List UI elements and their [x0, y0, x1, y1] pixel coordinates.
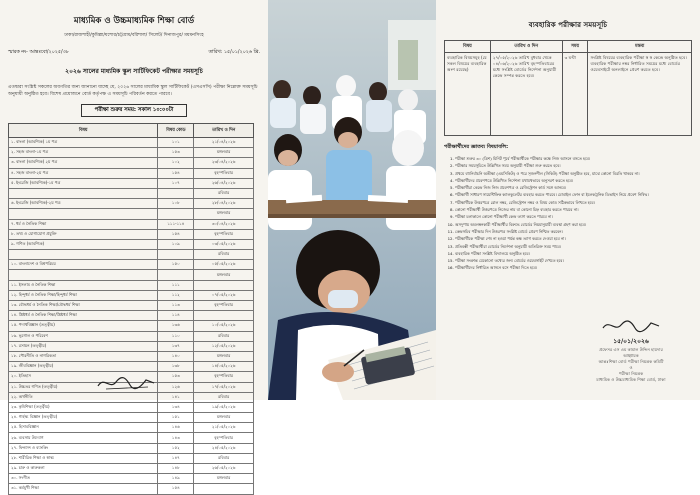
- date-cell: ২৮/০৪/২০২৬: [194, 199, 254, 209]
- list-item: 1. পরীক্ষা শুরুর ৩০ (ত্রিশ) মিনিট পূর্বে পরীক্ষার্থীকে পরীক্ষার কক্ষে নিজ আসনে বসতে হবে।: [455, 155, 692, 162]
- table-row: [9, 270, 254, 280]
- subject-cell: ১৯. জীববিজ্ঞান (তত্ত্বীয়): [9, 362, 158, 372]
- date-cell: বৃহস্পতিবার: [194, 372, 254, 382]
- code-cell: ১০১: [158, 138, 194, 148]
- code-cell: ১৫৩: [158, 148, 194, 158]
- exam-schedule-document: [0, 0, 268, 491]
- code-cell: ১৪৩: [158, 433, 194, 443]
- table-row: [9, 250, 254, 260]
- date-cell: ২১/০৫/২০২৬: [194, 423, 254, 433]
- notice-intro: এতদ্বারা সংশ্লিষ্ট সকলের অবগতির জন্য জানানো যাচ্ছে যে, ২০২৬ সালের মাধ্যমিক স্কুল সার্টিফিকেট (এসএসসি) পরীক্ষা নিম্নোক্ত সময়সূচি অনুযায়ী অনুষ্ঠিত হবে। বিশেষ প্রয়োজনে বোর্ড কর্তৃপক্ষ এ সময়সূচি পরিবর্তন করতে পারবে।: [8, 85, 258, 97]
- subject-cell: [9, 209, 158, 219]
- subject-cell: ২৩. কৃষিশিক্ষা (তত্ত্বীয়): [9, 402, 158, 412]
- code-cell: ১৪৭: [158, 453, 194, 463]
- subject-cell: ২২. অর্থনীতি: [9, 392, 158, 402]
- date-cell: বৃহস্পতিবার: [194, 168, 254, 178]
- date-cell: রবিবার: [194, 392, 254, 402]
- code-cell: ১০৮: [158, 199, 194, 209]
- table-row: [9, 331, 254, 341]
- code-cell: ১৩৬: [158, 321, 194, 331]
- list-item: 3. প্রথমে বহুনির্বাচনি অভীক্ষা (এমসিকিউ) ও পরে সৃজনশীল (সিকিউ) পরীক্ষা অনুষ্ঠিত হবে, মাঝে কোনো বিরতি থাকবে না।: [455, 170, 692, 177]
- practical-header-row: বিষয় তারিখ ও দিন সময় মন্তব্য: [445, 41, 692, 53]
- signature-line: আন্তঃশিক্ষা বোর্ড পরীক্ষা নিয়ন্ত্রক কমিটি: [598, 359, 664, 364]
- list-item: 9. পরীক্ষা চলাকালে কোনো পরীক্ষার্থী কেন্দ্র ত্যাগ করতে পারবে না।: [455, 213, 692, 220]
- date-cell: ১২/০৫/২০২৬: [194, 341, 254, 351]
- subject-cell: ৭. ধর্ম ও নৈতিক শিক্ষা: [9, 219, 158, 229]
- code-cell: ১৪৮: [158, 464, 194, 474]
- list-item: 2. পরীক্ষার সময়সূচিতে উল্লিখিত সময় অনুযায়ী পরীক্ষা শুরু করতে হবে।: [455, 162, 692, 169]
- table-row: [9, 290, 254, 300]
- date-cell: বৃহস্পতিবার: [194, 433, 254, 443]
- table-row: [9, 443, 254, 453]
- memo-line: [8, 49, 260, 57]
- exam-start-time: পরীক্ষা শুরুর সময়: সকাল ১০:০০টা: [81, 104, 187, 117]
- code-cell: ১২৬: [158, 382, 194, 392]
- signature-block: [586, 318, 676, 383]
- table-row: [9, 423, 254, 433]
- table-row: [9, 138, 254, 148]
- code-cell: [158, 188, 194, 198]
- list-item: 10. অসদুপায় অবলম্বনকারী পরীক্ষার্থীর বিরুদ্ধে বোর্ডের নিয়মানুযায়ী ব্যবস্থা গ্রহণ করা হবে।: [455, 221, 692, 228]
- code-cell: ১৫২: [158, 443, 194, 453]
- code-cell: ১১১: [158, 280, 194, 290]
- table-row: [9, 219, 254, 229]
- subject-cell: ২. সহজ বাংলা-১ম পত্র: [9, 148, 158, 158]
- date-cell: ০৫/০৫/২০২৬: [194, 260, 254, 270]
- date-cell: ০৭/০৫/২০২৬: [194, 290, 254, 300]
- subject-cell: ১৩. বৌদ্ধধর্ম ও নৈতিক শিক্ষা/বৌদ্ধধর্ম শিক্ষা: [9, 301, 158, 311]
- table-row: [9, 280, 254, 290]
- table-row: [9, 341, 254, 351]
- date-cell: মঙ্গলবার: [194, 270, 254, 280]
- table-row: [9, 301, 254, 311]
- subject-cell: ৩০. সংগীত: [9, 474, 158, 484]
- code-cell: ১১২: [158, 290, 194, 300]
- subject-cell: ২৫. হিসাববিজ্ঞান: [9, 423, 158, 433]
- practical-time: ৩ ঘণ্টা: [562, 53, 588, 136]
- code-cell: ১৫১: [158, 413, 194, 423]
- memo-number: স্মারক নং- আন্তঃবো/২০২৫/৩৮: [8, 50, 69, 55]
- signature: [601, 318, 661, 334]
- date-cell: মঙ্গলবার: [194, 148, 254, 158]
- list-item: 13. প্রতিবন্ধী পরীক্ষার্থীরা বোর্ডের নির্দেশনা অনুযায়ী অতিরিক্ত সময় পাবে।: [455, 243, 692, 250]
- table-row: [9, 168, 254, 178]
- date-cell: ৩০/০৪/২০২৬: [194, 219, 254, 229]
- date-cell: ২৪/০৫/২০২৬: [194, 443, 254, 453]
- date-cell: ১০/০৫/২০২৬: [194, 321, 254, 331]
- code-cell: [158, 209, 194, 219]
- list-item: 8. কোনো পরীক্ষার্থী উত্তরপত্রে নিজের নাম বা কোনো চিহ্ন ব্যবহার করতে পারবে না।: [455, 206, 692, 213]
- table-row: [9, 178, 254, 188]
- code-cell: ১৪১: [158, 392, 194, 402]
- subject-cell: ১৮. পৌরনীতি ও নাগরিকতা: [9, 351, 158, 361]
- subject-cell: ১১. ইসলাম ও নৈতিক শিক্ষা: [9, 280, 158, 290]
- practical-remark: সংশ্লিষ্ট বিষয়ের ব্যবহারিক পরীক্ষা স্ব স্ব কেন্দ্রে অনুষ্ঠিত হবে। ব্যবহারিক পরীক্ষার নম্বর নির্ধারিত সময়ের মধ্যে বোর্ডের ওয়েবসাইটে অনলাইনে প্রেরণ করতে হবে।: [588, 53, 692, 136]
- table-row: [9, 229, 254, 239]
- table-row: [9, 158, 254, 168]
- subject-cell: [9, 270, 158, 280]
- list-item: 7. পরীক্ষার্থীকে উত্তরপত্রে রোল নম্বর, রেজিস্ট্রেশন নম্বর ও বিষয় কোড সঠিকভাবে লিখতে হবে।: [455, 199, 692, 206]
- subject-cell: ৫. ইংরেজি (আবশ্যিক)-১ম পত্র: [9, 178, 158, 188]
- code-cell: ১৪০: [158, 351, 194, 361]
- signature-line: আহ্বায়ক: [623, 353, 639, 358]
- signature-line: ও: [629, 365, 633, 370]
- signature-line: মাধ্যমিক ও উচ্চমাধ্যমিক শিক্ষা বোর্ড, ঢাকা: [596, 377, 666, 382]
- table-row: [9, 474, 254, 484]
- date-cell: রবিবার: [194, 453, 254, 463]
- instruction-list: [444, 155, 692, 272]
- practical-table: [444, 40, 692, 136]
- list-item: 15. পরীক্ষা সংক্রান্ত যেকোনো তথ্যের জন্য বোর্ডের ওয়েবসাইট দেখতে হবে।: [455, 257, 692, 264]
- code-cell: ১১১-১১৪: [158, 219, 194, 229]
- table-row: [9, 484, 254, 494]
- date-cell: ১৪/০৫/২০২৬: [194, 362, 254, 372]
- list-item: 11. কেন্দ্রসচিব পরীক্ষার দিন উত্তরপত্র সংশ্লিষ্ট বোর্ডে প্রেরণ নিশ্চিত করবেন।: [455, 228, 692, 235]
- date-cell: ২৬/০৪/২০২৬: [194, 178, 254, 188]
- table-header-row: [9, 124, 254, 138]
- list-item: 16. পরীক্ষার্থীদের নির্ধারিত আসনে বসে পরীক্ষা দিতে হবে।: [455, 264, 692, 271]
- code-cell: ১১৩: [158, 301, 194, 311]
- signature: [96, 374, 156, 392]
- table-row: [9, 239, 254, 249]
- date-cell: [194, 311, 254, 321]
- table-row: [445, 53, 692, 136]
- subject-cell: ১৭. রসায়ন (তত্ত্বীয়): [9, 341, 158, 351]
- date-cell: ১৯/০৫/২০২৬: [194, 402, 254, 412]
- table-row: [9, 321, 254, 331]
- table-row: [9, 199, 254, 209]
- subject-cell: ২৭. ফিন্যান্স ও ব্যাংকিং: [9, 443, 158, 453]
- subject-cell: ১. বাংলা (আবশ্যিক) ১ম পত্র: [9, 138, 158, 148]
- header-code: বিষয় কোড: [158, 124, 194, 138]
- subject-cell: ১২. হিন্দুধর্ম ও নৈতিক শিক্ষা/হিন্দুধর্ম শিক্ষা: [9, 290, 158, 300]
- code-cell: ১৩৪: [158, 402, 194, 412]
- subject-cell: ১৬. ভূগোল ও পরিবেশ: [9, 331, 158, 341]
- board-title: মাধ্যমিক ও উচ্চমাধ্যমিক শিক্ষা বোর্ড: [73, 16, 195, 26]
- date-cell: মঙ্গলবার: [194, 413, 254, 423]
- code-cell: ১৩৮: [158, 362, 194, 372]
- table-row: [9, 362, 254, 372]
- table-row: [9, 188, 254, 198]
- list-item: 14. ব্যবহারিক পরীক্ষা সংশ্লিষ্ট বিদ্যালয়ে অনুষ্ঠিত হবে।: [455, 250, 692, 257]
- subject-cell: ১৪. খ্রিষ্টধর্ম ও নৈতিক শিক্ষা/খ্রিষ্টধর্ম শিক্ষা: [9, 311, 158, 321]
- code-cell: ১০২: [158, 158, 194, 168]
- code-cell: ১১০: [158, 331, 194, 341]
- table-row: [9, 402, 254, 412]
- date-cell: [194, 484, 254, 494]
- header-subject: বিষয়: [9, 124, 158, 138]
- signature-date: ১৫/০১/২০২৬: [613, 338, 649, 345]
- table-row: [9, 413, 254, 423]
- subject-cell: ৯. গণিত (আবশ্যিক): [9, 239, 158, 249]
- subject-cell: ৩. বাংলা (আবশ্যিক) ২য় পত্র: [9, 158, 158, 168]
- table-row: [9, 433, 254, 443]
- date-cell: মঙ্গলবার: [194, 474, 254, 484]
- subject-cell: ৬. ইংরেজি (আবশ্যিক)-২য় পত্র: [9, 199, 158, 209]
- practical-date: ২৭/০৫/২০২৬ তারিখ বুধবার থেকে ০৪/০৬/২০২৬ তারিখ বৃহস্পতিবারের মধ্যে সংশ্লিষ্ট বোর্ডের নির্দেশনা অনুযায়ী কেন্দ্রে সম্পন্ন করতে হবে।: [490, 53, 562, 136]
- date-cell: রবিবার: [194, 188, 254, 198]
- subject-cell: ১০. বাংলাদেশ ও বিশ্বপরিচয়: [9, 260, 158, 270]
- date-cell: ২৩/০৪/২০২৬: [194, 158, 254, 168]
- date-cell: ২৬/০৫/২০২৬: [194, 464, 254, 474]
- date-cell: [194, 280, 254, 290]
- date-cell: ১৭/০৫/২০২৬: [194, 382, 254, 392]
- notice-subject: ২০২৬ সালের মাধ্যমিক স্কুল সার্টিফিকেট পরীক্ষার সময়সূচি: [65, 68, 203, 75]
- table-row: [9, 209, 254, 219]
- subject-cell: ২১. উচ্চতর গণিত (তত্ত্বীয়): [9, 382, 158, 392]
- code-cell: ১১৪: [158, 311, 194, 321]
- table-row: [9, 260, 254, 270]
- table-row: [9, 351, 254, 361]
- students-writing-exam-image: [268, 0, 436, 400]
- code-cell: ১৩৭: [158, 341, 194, 351]
- code-cell: [158, 270, 194, 280]
- subject-cell: ৮. তথ্য ও যোগাযোগ প্রযুক্তি: [9, 229, 158, 239]
- date-cell: বৃহস্পতিবার: [194, 301, 254, 311]
- list-item: 6. পরীক্ষার্থী সাধারণ সায়েন্টিফিক ক্যালকুলেটর ব্যবহার করতে পারবে। মোবাইল ফোন বা ইলেকট্রনিক ডিভাইস নিয়ে প্রবেশ নিষিদ্ধ।: [455, 191, 692, 198]
- date-cell: রবিবার: [194, 250, 254, 260]
- subject-cell: ২৬. ব্যবসায় উদ্যোগ: [9, 433, 158, 443]
- subject-cell: ৩১. কর্মমুখী শিক্ষা: [9, 484, 158, 494]
- header-date: তারিখ ও দিন: [194, 124, 254, 138]
- date-cell: বৃহস্পতিবার: [194, 229, 254, 239]
- table-row: [9, 464, 254, 474]
- board-address: ঢাকা/রাজশাহী/কুমিল্লা/যশোর/চট্টগ্রাম/বরিশাল/ সিলেট/ দিনাজপুর/ ময়মনসিংহ: [64, 33, 204, 38]
- date-cell: রবিবার: [194, 331, 254, 341]
- signature-line: পরীক্ষা নিয়ন্ত্রক: [618, 371, 644, 376]
- signature-line: প্রফেসর এস এম কামাল উদ্দিন হায়দার: [599, 347, 663, 352]
- table-row: [9, 148, 254, 158]
- practical-title: ব্যবহারিক পরীক্ষার সময়সূচি: [528, 20, 608, 29]
- date-cell: মঙ্গলবার: [194, 209, 254, 219]
- exam-hall-photo: [268, 0, 436, 400]
- code-cell: ১৫০: [158, 260, 194, 270]
- practical-subject: ব্যবহারিক বিষয়সমূহ (যে সকল বিষয়ের ব্যবহারিক অংশ রয়েছে): [445, 53, 491, 136]
- code-cell: ১০৭: [158, 178, 194, 188]
- table-row: [9, 453, 254, 463]
- notes-heading: পরীক্ষার্থীদের জ্ঞাতব্য বিষয়াবলি:: [444, 144, 509, 150]
- subject-cell: ২৮. শারীরিক শিক্ষা ও স্বাস্থ্য: [9, 453, 158, 463]
- table-row: [9, 311, 254, 321]
- subject-cell: ২৯. চারু ও কারুকলা: [9, 464, 158, 474]
- subject-cell: ১৫. পদার্থবিজ্ঞান (তত্ত্বীয়): [9, 321, 158, 331]
- code-cell: ১৪৬: [158, 423, 194, 433]
- list-item: 12. পরীক্ষার্থীকে পরীক্ষা শেষ না হওয়া পর্যন্ত কক্ষ ত্যাগ করতে দেওয়া হবে না।: [455, 235, 692, 242]
- code-cell: ১০৯: [158, 239, 194, 249]
- date-cell: মঙ্গলবার: [194, 351, 254, 361]
- practical-schedule-document: [436, 0, 700, 400]
- exam-schedule-table: [8, 123, 254, 495]
- subject-cell: ২৪. গার্হস্থ্য বিজ্ঞান (তত্ত্বীয়): [9, 413, 158, 423]
- memo-date: তারিখ: ১৫/০১/২০২৬ খ্রি.: [208, 50, 260, 55]
- list-item: 4. পরীক্ষার্থীদের প্রবেশপত্রে উল্লিখিত নির্দেশনা যথাযথভাবে অনুসরণ করতে হবে।: [455, 177, 692, 184]
- list-item: 5. পরীক্ষার্থীরা কেন্দ্রে নিজ নিজ প্রবেশপত্র ও রেজিস্ট্রেশন কার্ড সঙ্গে আনবে।: [455, 184, 692, 191]
- code-cell: ১৫৪: [158, 229, 194, 239]
- subject-cell: [9, 188, 158, 198]
- code-cell: ১৪৯: [158, 474, 194, 484]
- date-cell: ২১/০৪/২০২৬: [194, 138, 254, 148]
- subject-cell: [9, 250, 158, 260]
- code-cell: ১৫৩: [158, 372, 194, 382]
- table-row: [9, 392, 254, 402]
- date-cell: ০৩/০৫/২০২৬: [194, 239, 254, 249]
- subject-cell: ৪. সহজ বাংলা-২য় পত্র: [9, 168, 158, 178]
- code-cell: ১৫৪: [158, 484, 194, 494]
- subject-cell: ২০. ইতিহাস: [9, 372, 158, 382]
- code-cell: [158, 250, 194, 260]
- code-cell: ১৫৪: [158, 168, 194, 178]
